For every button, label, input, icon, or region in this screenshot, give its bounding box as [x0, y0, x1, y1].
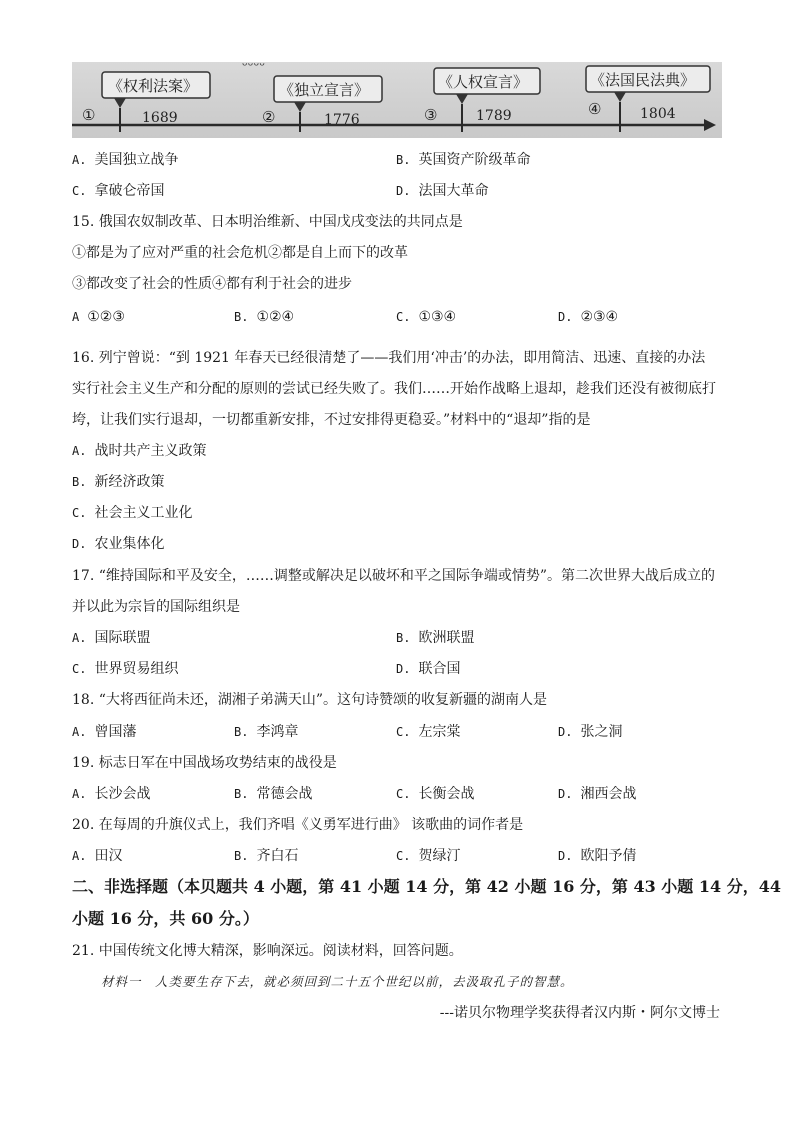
section-2-heading: 二、非选择题（本贝题共 4 小题，第 41 小题 14 分，第 42 小题 16 分，第 43 小题 14 分，44 — [72, 877, 781, 896]
q14-option-b: B. 英国资产阶级革命 — [396, 152, 531, 168]
q15-option-a: A ①②③ — [72, 309, 125, 325]
q20-option-d: D. 欧阳予倩 — [558, 848, 637, 864]
q17-option-b: B. 欧洲联盟 — [396, 630, 475, 646]
event-marker-4: ④ — [588, 100, 602, 118]
q18-option-d: D. 张之洞 — [558, 724, 623, 740]
q21-attribution: ---诺贝尔物理学奖获得者汉内斯・阿尔文博士 — [439, 1005, 720, 1021]
q17-option-a: A. 国际联盟 — [72, 630, 151, 646]
event-pointer-4 — [614, 92, 626, 102]
event-marker-1: ① — [82, 106, 96, 124]
q14-option-a: A. 美国独立战争 — [72, 152, 179, 168]
q19-option-d: D. 湘西会战 — [558, 786, 637, 802]
q20-option-a: A. 田汉 — [72, 848, 123, 864]
event-pointer-2 — [294, 102, 306, 112]
q18-option-a: A. 曾国藩 — [72, 724, 137, 740]
event-doc-1: 《权利法案》 — [108, 77, 199, 95]
event-marker-3: ③ — [424, 106, 438, 124]
event-doc-4: 《法国民法典》 — [590, 71, 696, 89]
timeline-graphic — [72, 62, 722, 138]
q15-line-2: ①都是为了应对严重的社会危机②都是自上而下的改革 — [72, 245, 408, 261]
section-2-heading-cont: 小题 16 分，共 60 分。） — [72, 909, 259, 928]
event-year-2: 1776 — [324, 112, 360, 128]
q16-option-b: B. 新经济政策 — [72, 474, 165, 490]
q16-line-3: 垮，让我们实行退却，一切都重新安排，不过安排得更稳妥。”材料中的“退却”指的是 — [72, 412, 591, 428]
event-year-4: 1804 — [640, 106, 676, 122]
q20-stem: 20. 在每周的升旗仪式上，我们齐唱《义勇军进行曲》 该歌曲的词作者是 — [72, 817, 524, 833]
q16-option-c: C. 社会主义工业化 — [72, 505, 193, 521]
q16-line-2: 实行社会主义生产和分配的原则的尝试已经失败了。我们……开始作战略上退却，趁我们还没有被彻底打 — [72, 381, 716, 397]
timeline-image — [72, 62, 722, 138]
q20-option-b: B. 齐白石 — [234, 848, 299, 864]
q17-option-c: C. 世界贸易组织 — [72, 661, 179, 677]
q21-stem: 21. 中国传统文化博大精深，影响深远。阅读材料，回答问题。 — [72, 943, 463, 959]
event-year-3: 1789 — [476, 108, 512, 124]
q19-option-c: C. 长衡会战 — [396, 786, 475, 802]
q14-option-c: C. 拿破仑帝国 — [72, 183, 165, 199]
q20-option-c: C. 贺绿汀 — [396, 848, 461, 864]
q18-stem: 18. “大将西征尚未还，湖湘子弟满天山”。这句诗赞颂的收复新疆的湖南人是 — [72, 692, 548, 708]
q15-option-b: B. ①②④ — [234, 309, 295, 325]
event-doc-3: 《人权宣言》 — [438, 73, 529, 91]
q21-material-1: 材料一 人类要生存下去，就必须回到二十五个世纪以前，去汲取孔子的智慧。 — [101, 974, 574, 989]
q16-option-d: D. 农业集体化 — [72, 536, 165, 552]
q16-option-a: A. 战时共产主义政策 — [72, 443, 207, 459]
q15-line-3: ③都改变了社会的性质④都有利于社会的进步 — [72, 276, 352, 292]
q16-line-1: 16. 列宁曾说：“到 1921 年春天已经很清楚了——我们用‘冲击’的办法，即用简洁、迅速、直接的办法 — [72, 350, 706, 366]
event-marker-2: ② — [262, 108, 276, 126]
q19-option-b: B. 常德会战 — [234, 786, 313, 802]
q15-option-d: D. ②③④ — [558, 309, 619, 325]
q19-option-a: A. 长沙会战 — [72, 786, 151, 802]
q18-option-b: B. 李鸿章 — [234, 724, 299, 740]
timeline-arrow — [704, 119, 716, 131]
q15-stem: 15. 俄国农奴制改革、日本明治维新、中国戊戌变法的共同点是 — [72, 214, 463, 230]
q14-option-d: D. 法国大革命 — [396, 183, 489, 199]
event-pointer-1 — [114, 98, 126, 108]
q17-line-1: 17. “维持国际和平及安全，……调整或解决足以破坏和平之国际争端或情势”。第二次世界大战后成立的 — [72, 568, 716, 584]
q19-stem: 19. 标志日军在中国战场攻势结束的战役是 — [72, 755, 337, 771]
q15-option-c: C. ①③④ — [396, 309, 457, 325]
svg-text:ᵕᵕᵕᵕ: ᵕᵕᵕᵕ — [242, 62, 266, 74]
event-pointer-3 — [456, 94, 468, 104]
q17-line-2: 并以此为宗旨的国际组织是 — [72, 599, 240, 615]
event-doc-2: 《独立宣言》 — [279, 81, 370, 99]
event-year-1: 1689 — [142, 110, 178, 126]
q18-option-c: C. 左宗棠 — [396, 724, 461, 740]
q17-option-d: D. 联合国 — [396, 661, 461, 677]
